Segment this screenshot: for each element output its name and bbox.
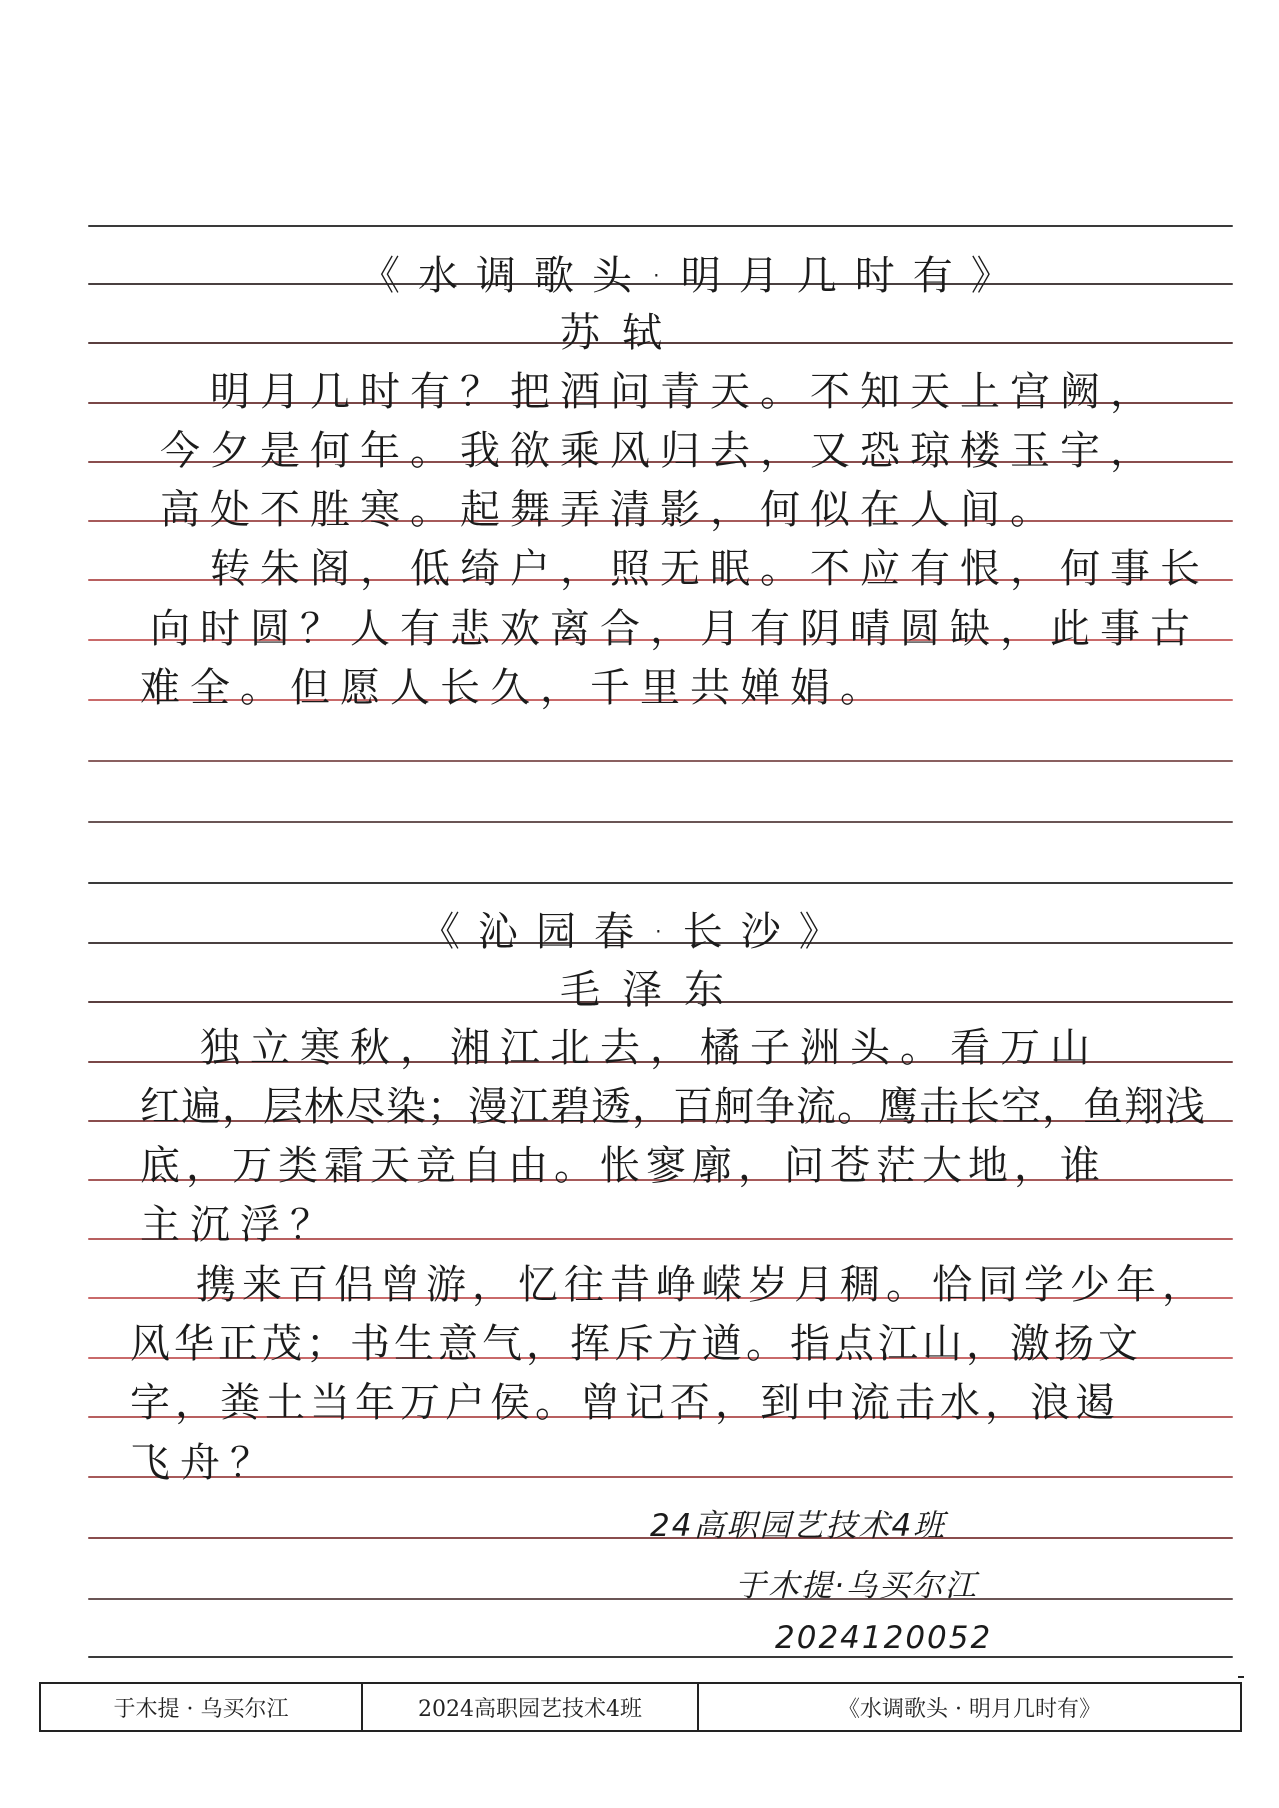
rule-line [88, 1598, 1233, 1600]
poem1-line: 高处不胜寒。起舞弄清影，何似在人间。 [160, 487, 1060, 533]
rule-line [88, 1656, 1233, 1658]
signature-number: 2024120052 [775, 1620, 993, 1656]
footer-name: 于木提 · 乌买尔江 [113, 1696, 289, 1722]
rule-line [88, 821, 1233, 823]
poem2-title: 《沁园春·长沙》 [420, 909, 857, 955]
signature-name: 于木提·乌买尔江 [735, 1568, 978, 1604]
poem1-line: 向时圆？人有悲欢离合，月有阴晴圆缺，此事古 [150, 606, 1200, 652]
signature-class: 24高职园艺技术4班 [650, 1508, 947, 1544]
poem2-line: 独立寒秋，湘江北去，橘子洲头。看万山 [150, 1025, 1100, 1071]
poem2-author: 毛泽东 [560, 967, 746, 1013]
footer-class: 2024高职园艺技术4班 [361, 1684, 697, 1730]
rule-line [88, 225, 1233, 227]
poem2-line: 风华正茂；书生意气，挥斥方遒。指点江山，激扬文 [130, 1321, 1142, 1367]
poem1-author: 苏轼 [560, 310, 684, 356]
poem2-line: 字，粪土当年万户侯。曾记否，到中流击水，浪遏 [130, 1380, 1120, 1426]
footer-table [39, 1682, 1242, 1732]
rule-line [88, 882, 1233, 884]
footer-corner-mark [1238, 1676, 1244, 1678]
poem1-line: 今夕是何年。我欲乘风归去，又恐琼楼玉宇， [160, 428, 1160, 474]
poem2-line: 红遍，层林尽染；漫江碧透，百舸争流。鹰击长空，鱼翔浅 [140, 1084, 1206, 1130]
poem1-line: 难全。但愿人长久，千里共婵娟。 [140, 665, 890, 711]
rule-line [88, 760, 1233, 762]
poem2-line: 底，万类霜天竞自由。怅寥廓，问苍茫大地，谁 [140, 1143, 1106, 1189]
poem1-line: 明月几时有？把酒问青天。不知天上宫阙， [160, 369, 1160, 415]
footer-title: 《水调歌头 · 明月几时有》 [697, 1684, 1240, 1730]
poem2-line: 飞舟？ [130, 1440, 280, 1486]
poem1-title: 《水调歌头·明月几时有》 [360, 253, 1029, 299]
poem2-line: 携来百侣曾游，忆往昔峥嵘岁月稠。恰同学少年， [150, 1262, 1208, 1308]
poem1-line: 转朱阁，低绮户，照无眠。不应有恨，何事长 [160, 546, 1210, 592]
poem2-line: 主沉浮？ [140, 1202, 340, 1248]
